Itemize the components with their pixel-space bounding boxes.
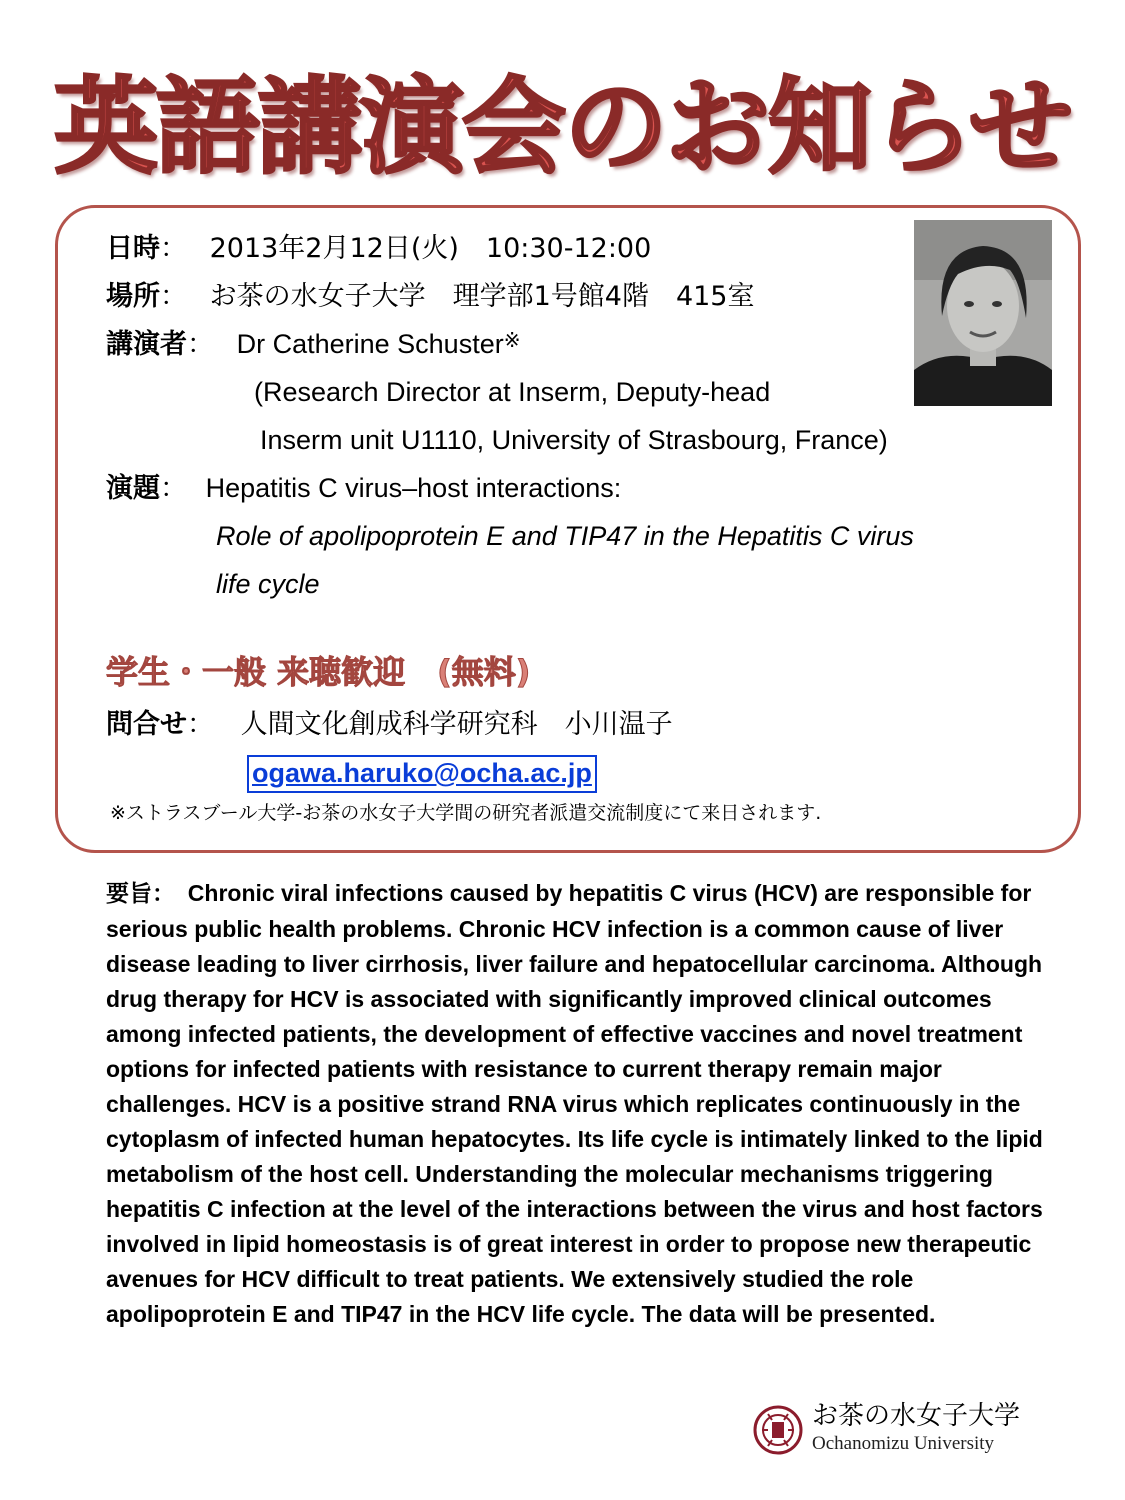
topic-line-1: Hepatitis C virus–host interactions: (205, 473, 622, 503)
abstract (106, 876, 1046, 1332)
colon: ： (152, 880, 175, 906)
speaker-affiliation-2: Inserm unit U1110, University of Strasbourg, France) (260, 425, 888, 455)
colon: ： (187, 329, 214, 360)
abstract-text: Chronic viral infections caused by hepatitis C virus (HCV) are responsible for serious public health problems. Chronic HCV infection is a common cause of liver disease leading to liver cirrhosis, liver failure and hepatocellular carcinoma. Although drug therapy for HCV is associated with significantly improved clinical outcomes among infected patients, the development of effective vaccines and novel treatment options for infected patients with resistance to current therapy remain major challenges. HCV is a positive strand RNA virus which replicates continuously in the cytoplasm of infected human hepatocytes. Its life cycle is intimately linked to the lipid metabolism of the host cell. Understanding the molecular mechanisms triggering hepatitis C infection at the level of the interactions between the virus and host factors involved in lipid homeostasis is of great interest in order to propose new therapeutic avenues for HCV difficult to treat patients. We extensively studied the role apolipoprotein E and TIP47 in the HCV life cycle. The data will be presented. (106, 880, 1043, 1327)
abstract-label: 要旨 (106, 881, 152, 907)
footnote: ※ストラスブール大学-お茶の水女子大学間の研究者派遣交流制度にて来日されます. (110, 802, 822, 824)
speaker-affiliation-1: (Research Director at Inserm, Deputy-head (254, 377, 771, 407)
contact-row (106, 708, 673, 742)
welcome-banner: 学生・一般 来聴歓迎 (無料) (106, 653, 531, 691)
contact-label: 問合せ (106, 709, 187, 740)
page-title: 英語講演会のお知らせ (54, 66, 1071, 188)
datetime-value: 2013年2月12日(火) 10:30-12:00 (209, 233, 652, 264)
contact-email-link[interactable]: ogawa.haruko@ocha.ac.jp (247, 755, 597, 793)
topic-label: 演題 (106, 473, 160, 504)
topic-line-3: life cycle (216, 569, 320, 599)
topic-row (106, 471, 621, 506)
place-value: お茶の水女子大学 理学部1号館4階 415室 (209, 281, 755, 312)
university-logo (752, 1400, 1042, 1460)
topic-line-2: Role of apolipoprotein E and TIP47 in the Hepatitis C virus (216, 521, 914, 551)
university-crest-icon (752, 1404, 804, 1456)
reference-mark: ※ (503, 328, 521, 352)
datetime-row (106, 232, 651, 266)
colon: ： (187, 709, 214, 740)
colon: ： (160, 281, 187, 312)
speaker-label: 講演者 (106, 329, 187, 360)
place-label: 場所 (106, 281, 160, 312)
speaker-photo (914, 220, 1052, 406)
colon: ： (160, 473, 187, 504)
place-row (106, 280, 754, 314)
university-name-en: Ochanomizu University (812, 1433, 995, 1454)
speaker-name: Dr Catherine Schuster (236, 329, 504, 359)
colon: ： (160, 233, 187, 264)
university-name-jp: お茶の水女子大学 (812, 1401, 1021, 1431)
speaker-row (106, 327, 520, 362)
datetime-label: 日時 (106, 233, 160, 264)
contact-value: 人間文化創成科学研究科 小川温子 (240, 709, 673, 740)
